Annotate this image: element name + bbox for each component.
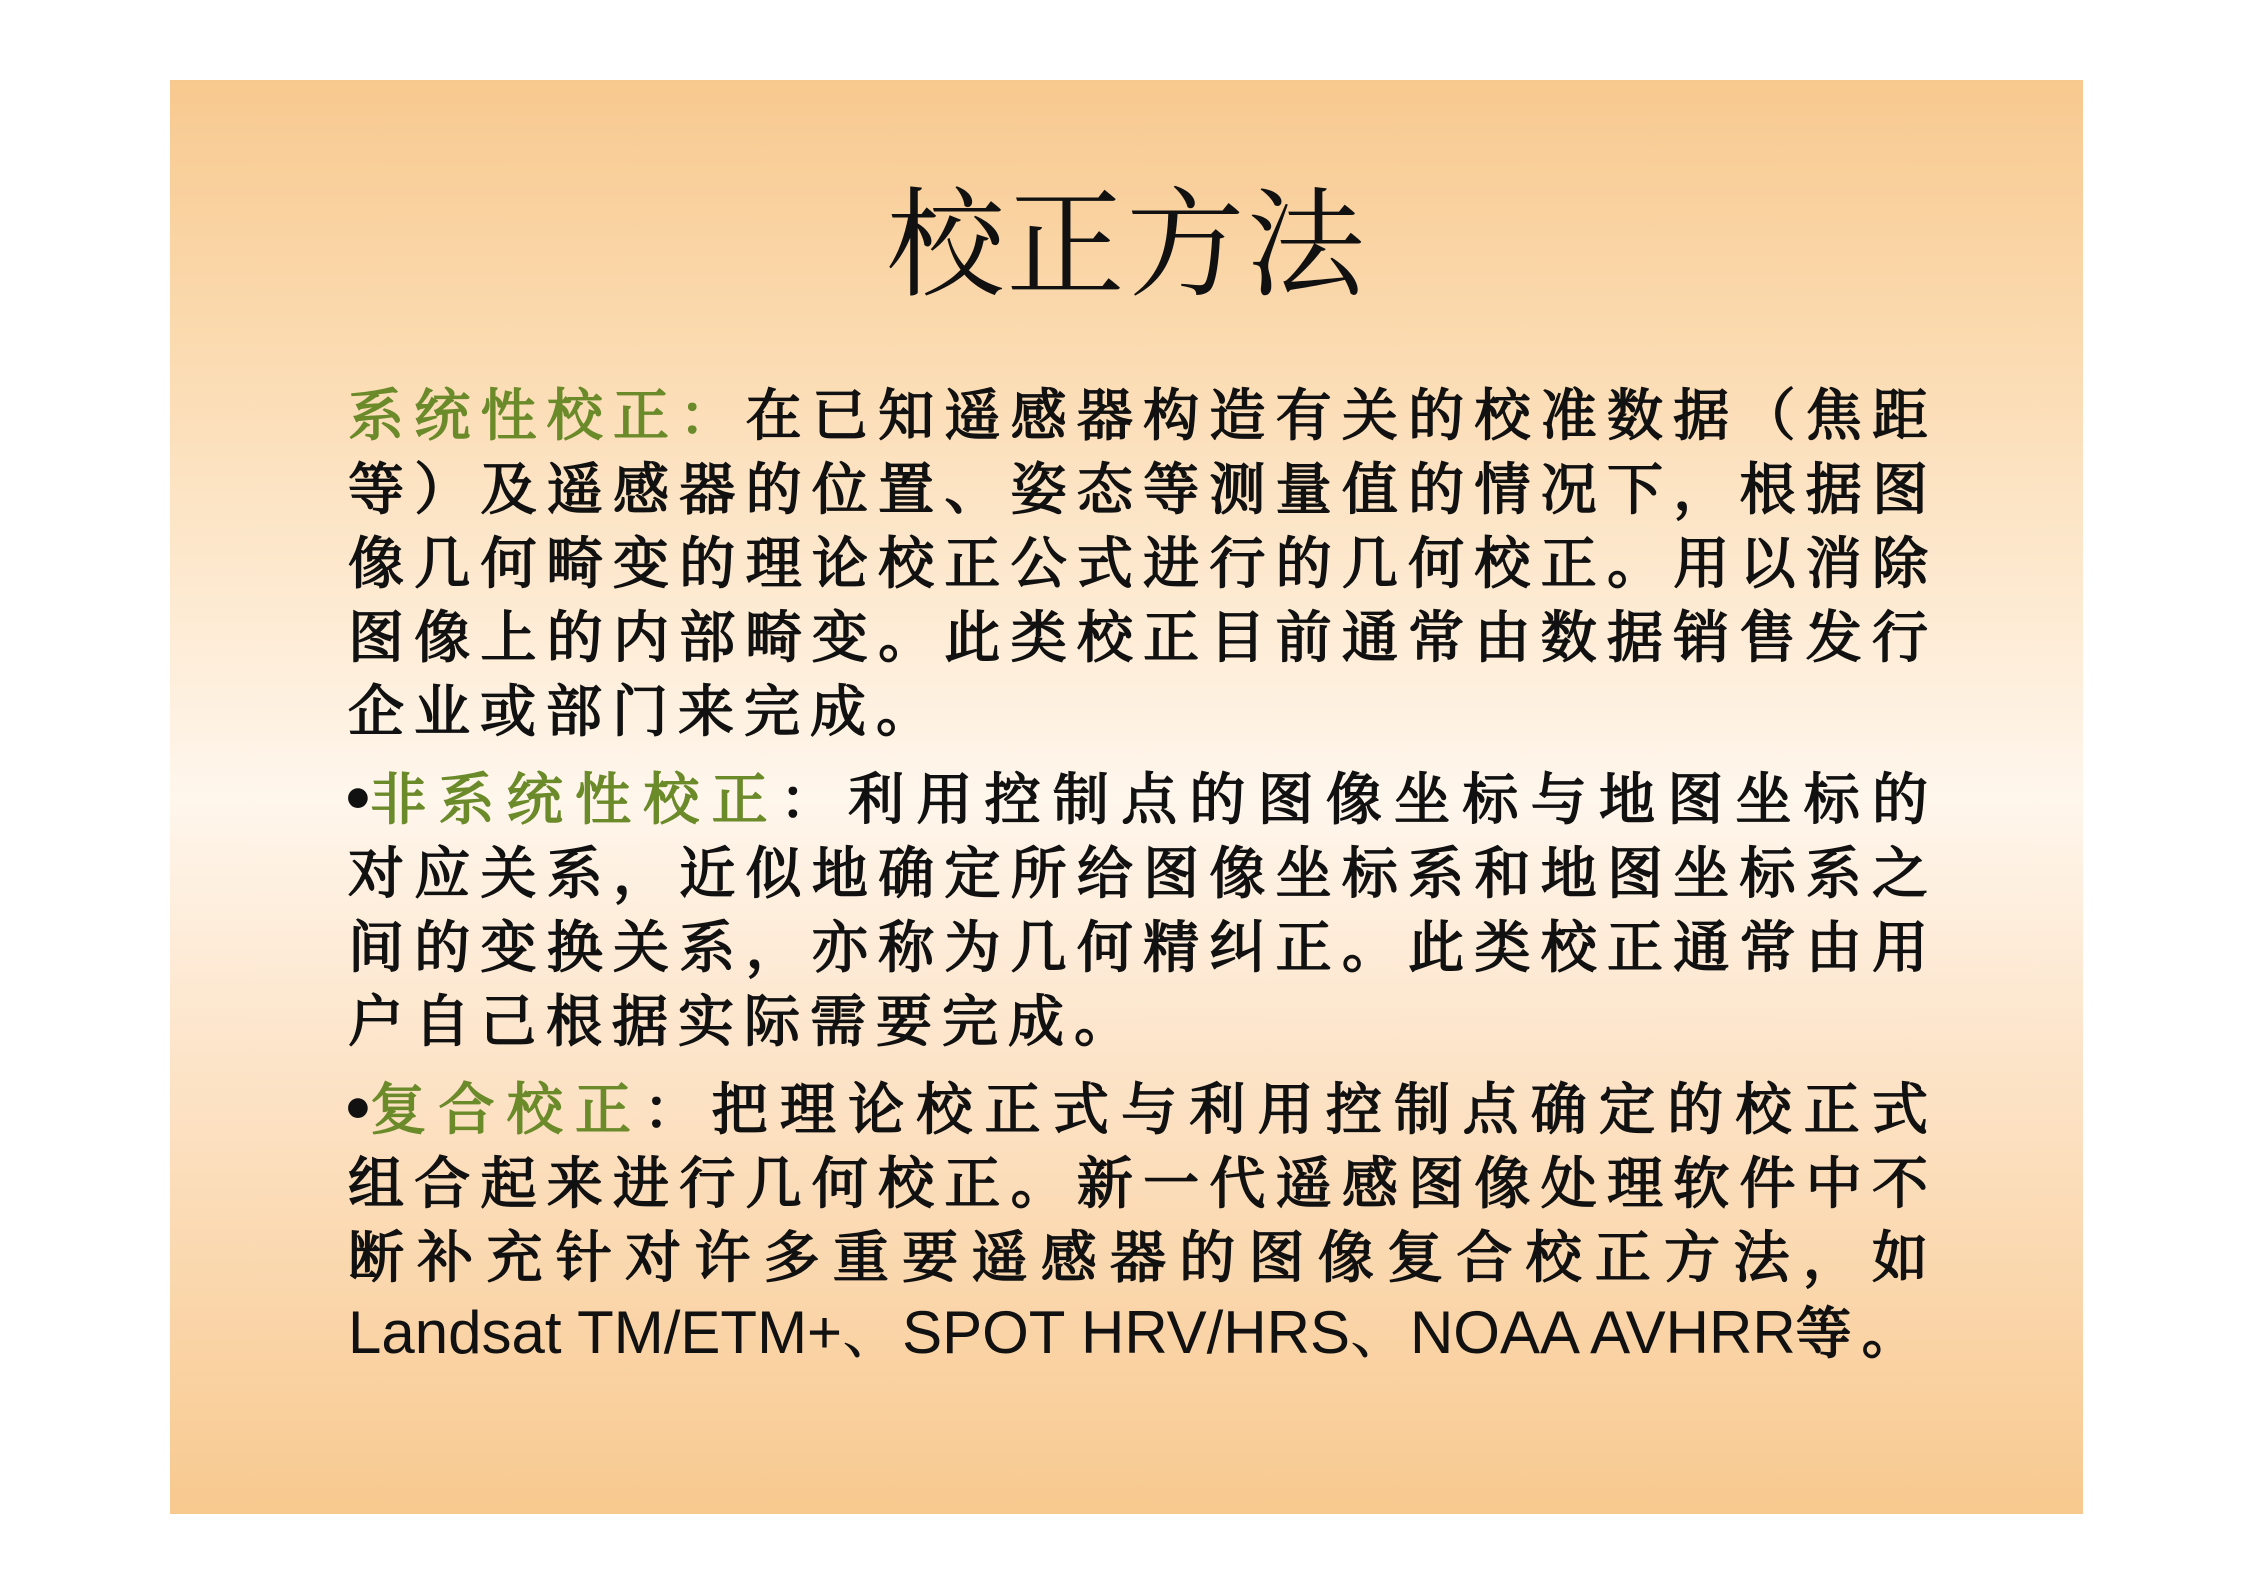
paragraph-text-suffix: 等。 — [1795, 1302, 1928, 1367]
term-composite-correction: 复合校正 — [368, 1078, 644, 1143]
paragraph-systematic-correction — [348, 380, 1938, 750]
slide — [170, 80, 2083, 1514]
slide-body — [340, 380, 1939, 1386]
term-non-systematic-correction: 非系统性校正 — [368, 768, 780, 833]
bullet-icon: • — [340, 768, 376, 833]
term-systematic-correction: 系统性校正： — [348, 384, 746, 449]
slide-title: 校正方法 — [886, 176, 1367, 314]
bullet-icon: • — [340, 1078, 376, 1143]
sensor-list: Landsat TM/ETM+、SPOT HRV/HRS、NOAA AVHRR — [348, 1299, 1796, 1366]
paragraph-composite-correction — [340, 1074, 1939, 1372]
paragraph-text-prefix: 如 — [1872, 1226, 1938, 1291]
paragraph-non-systematic-correction — [340, 764, 1939, 1060]
paragraph-text: ：利用控制点的图像坐标与地图坐标的对应关系，近似地确定所给图像坐标系和地图坐标系之间的变换关系，亦称为几何精纠正。此类校正通常由用户自己根据实际需要完成。 — [348, 768, 1939, 1055]
paragraph-text: ：把理论校正式与利用控制点确定的校正式组合起来进行几何校正。新一代遥感图像处理软件中不断补充针对许多重要遥感器的图像复合校正方法， — [348, 1078, 1939, 1291]
paragraph-text: 在已知遥感器构造有关的校准数据（焦距等）及遥感器的位置、姿态等测量值的情况下，根据图像几何畸变的理论校正公式进行的几何校正。用以消除图像上的内部畸变。此类校正目前通常由数据销售发行企业或部门来完成。 — [348, 384, 1939, 745]
